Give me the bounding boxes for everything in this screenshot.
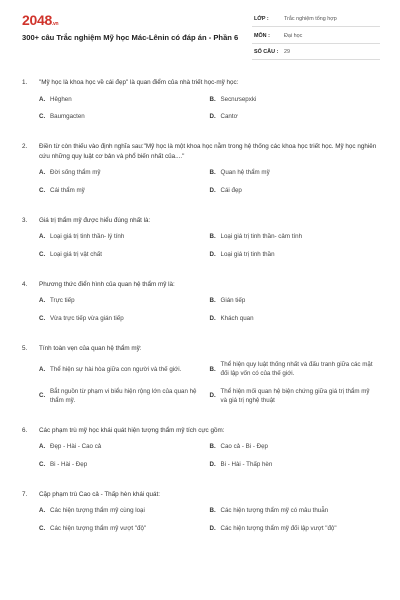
meta-label: SỐ CÂU :	[254, 49, 279, 55]
question-text: Điền từ còn thiếu vào định nghĩa sau:"Mỹ học là một khoa học nằm trong hệ thống các khoa học triết học. Mỹ học nghiên cứu những quy luật cơ bản và phổ biến nhất của...."	[39, 143, 377, 160]
answer-text: Bắt nguồn từ phạm vi biểu hiện rộng lớn của quan hệ thẩm mỹ.	[50, 387, 197, 404]
answer-text: Đẹp - Hài - Cao cả	[50, 443, 102, 451]
answer-text: Các hiện tượng thẩm mỹ cùng loại	[50, 507, 145, 515]
question-number: 3.	[22, 216, 28, 224]
answer-options	[22, 361, 380, 414]
answer-letter: A.	[39, 297, 46, 305]
answer-letter: D.	[209, 250, 216, 258]
meta-table	[252, 12, 380, 62]
answer-option[interactable]	[210, 361, 381, 379]
answer-option[interactable]	[39, 169, 210, 178]
answer-letter: C.	[39, 524, 46, 532]
answer-letter: B.	[209, 297, 216, 305]
answer-letter: A.	[39, 95, 46, 103]
answer-letter: A.	[39, 365, 46, 373]
answer-option[interactable]	[39, 461, 210, 470]
answer-text: Các hiện tượng thẩm mỹ có mâu thuẫn	[220, 507, 329, 515]
answer-text: Bi - Hài - Đẹp	[50, 460, 88, 468]
answer-option[interactable]	[210, 388, 381, 406]
answer-text: Quan hệ thẩm mỹ	[220, 169, 270, 177]
meta-label: MÔN :	[254, 32, 270, 39]
answer-text: Loại giá trị tinh thần	[220, 250, 275, 258]
answer-options	[22, 96, 380, 132]
question-item	[22, 344, 380, 415]
question-text: Các phạm trù mỹ học khái quát hiện tượng thẩm mỹ tích cực gồm:	[39, 426, 225, 434]
question-number: 5.	[22, 344, 28, 352]
question-item	[22, 78, 380, 131]
answer-option[interactable]	[39, 251, 210, 260]
answer-options	[22, 443, 380, 479]
answer-text: Thể hiện mối quan hệ biện chứng giữa giá trị thẩm mỹ và giá trị nghệ thuật	[220, 387, 370, 404]
answer-letter: C.	[39, 392, 46, 400]
question-item	[22, 280, 380, 333]
answer-letter: D.	[209, 113, 216, 121]
question-stem	[22, 426, 380, 436]
answer-text: Trực tiếp	[50, 297, 75, 305]
question-number: 2.	[22, 143, 28, 151]
site-logo[interactable]	[22, 12, 58, 28]
answer-letter: C.	[39, 186, 46, 194]
question-number: 4.	[22, 280, 28, 288]
question-stem	[22, 490, 380, 500]
answer-option[interactable]	[210, 251, 381, 260]
answer-letter: A.	[39, 507, 46, 515]
answer-text: Thể hiện sự hài hòa giữa con người và thế giới.	[50, 365, 182, 373]
question-stem	[22, 280, 380, 290]
page-header	[0, 0, 400, 68]
question-list	[22, 78, 380, 554]
answer-text: Thể hiện quy luật thống nhất và đấu tranh giữa các mặt đối lập vốn có của thế giới.	[220, 361, 373, 378]
answer-text: Loại giá trị tinh thần- cảm tính	[220, 233, 303, 241]
answer-letter: D.	[209, 524, 216, 532]
answer-option[interactable]	[39, 388, 210, 406]
answer-option[interactable]	[210, 443, 381, 452]
answer-letter: D.	[209, 392, 216, 400]
logo-sub: .vn	[51, 21, 59, 27]
answer-text: Loại giá trị tinh thần- lý tính	[50, 233, 125, 241]
meta-value: Trắc nghiệm tổng hợp	[284, 16, 337, 22]
answer-option[interactable]	[210, 187, 381, 196]
question-text: Giá trị thẩm mỹ được hiểu đúng nhất là:	[39, 216, 151, 224]
meta-value: 29	[284, 49, 290, 55]
answer-option[interactable]	[210, 233, 381, 242]
answer-text: Secnưsepxki	[220, 95, 257, 103]
answer-letter: A.	[39, 233, 46, 241]
answer-letter: C.	[39, 113, 46, 121]
question-stem	[22, 78, 380, 88]
question-text: "Mỹ học là khoa học về cái đẹp" là quan điểm của nhà triết học-mỹ học:	[39, 79, 239, 86]
answer-text: Gián tiếp	[220, 297, 246, 305]
question-number: 7.	[22, 490, 28, 498]
answer-text: Cái đẹp	[220, 186, 242, 194]
question-stem	[22, 142, 380, 161]
answer-option[interactable]	[210, 461, 381, 470]
answer-text: Các hiện tượng thẩm mỹ đối lập vượt "độ"	[220, 524, 337, 532]
meta-row-class	[252, 12, 380, 27]
answer-option[interactable]	[39, 443, 210, 452]
answer-letter: D.	[209, 186, 216, 194]
answer-letter: C.	[39, 315, 46, 323]
answer-option[interactable]	[39, 187, 210, 196]
answer-text: Hêghen	[50, 95, 72, 103]
meta-row-count	[252, 45, 380, 60]
question-text: Phương thức điển hình của quan hệ thẩm mỹ là:	[39, 280, 175, 288]
question-text: Cặp phạm trù Cao cả - Thấp hèn khái quát:	[39, 490, 160, 498]
answer-options	[22, 507, 380, 543]
logo-main: 2048	[22, 12, 52, 28]
answer-option[interactable]	[210, 297, 381, 306]
answer-option[interactable]	[39, 361, 210, 379]
answer-option[interactable]	[39, 315, 210, 324]
answer-text: Loại giá trị vật chất	[50, 250, 102, 258]
meta-value: Đại học	[284, 32, 303, 39]
answer-option[interactable]	[210, 113, 381, 122]
answer-letter: B.	[209, 365, 216, 373]
answer-options	[22, 169, 380, 205]
answer-option[interactable]	[210, 507, 381, 516]
question-item	[22, 426, 380, 479]
answer-option[interactable]	[39, 233, 210, 242]
answer-text: Bi - Hài - Thấp hèn	[220, 460, 273, 468]
question-text: Tính toàn vẹn của quan hệ thẩm mỹ:	[39, 344, 142, 352]
answer-option[interactable]	[39, 525, 210, 534]
answer-letter: B.	[209, 507, 216, 515]
answer-letter: B.	[209, 95, 216, 103]
answer-option[interactable]	[210, 169, 381, 178]
question-number: 1.	[22, 79, 28, 86]
question-item	[22, 490, 380, 543]
meta-row-subject	[252, 29, 380, 44]
answer-option[interactable]	[39, 507, 210, 516]
document-title: 300+ câu Trắc nghiệm Mỹ học Mác-Lênin có đáp án - Phần 6	[22, 33, 239, 42]
answer-letter: B.	[209, 233, 216, 241]
answer-text: Baumgacten	[50, 113, 85, 121]
answer-option[interactable]	[39, 96, 210, 105]
answer-text: Cantơ	[220, 113, 238, 121]
answer-text: Khách quan	[220, 315, 254, 323]
answer-option[interactable]	[39, 113, 210, 122]
answer-letter: A.	[39, 169, 46, 177]
answer-option[interactable]	[39, 297, 210, 306]
answer-option[interactable]	[210, 96, 381, 105]
answer-option[interactable]	[210, 525, 381, 534]
question-number: 6.	[22, 426, 28, 434]
question-stem	[22, 344, 380, 354]
meta-label: LỚP :	[254, 16, 269, 22]
answer-option[interactable]	[210, 315, 381, 324]
answer-letter: B.	[209, 169, 216, 177]
answer-text: Đời sống thẩm mỹ	[50, 169, 101, 177]
answer-text: Cao cả - Bi - Đẹp	[220, 443, 268, 451]
question-stem	[22, 216, 380, 226]
answer-text: Vừa trực tiếp vừa gián tiếp	[50, 315, 124, 323]
answer-options	[22, 297, 380, 333]
question-item	[22, 142, 380, 205]
answer-letter: D.	[209, 460, 216, 468]
answer-letter: D.	[209, 315, 216, 323]
question-item	[22, 216, 380, 269]
answer-letter: C.	[39, 460, 46, 468]
answer-letter: C.	[39, 250, 46, 258]
answer-options	[22, 233, 380, 269]
answer-letter: A.	[39, 443, 46, 451]
answer-letter: B.	[209, 443, 216, 451]
answer-text: Các hiện tượng thẩm mỹ vượt "độ"	[50, 524, 147, 532]
answer-text: Cái thẩm mỹ	[50, 186, 85, 194]
